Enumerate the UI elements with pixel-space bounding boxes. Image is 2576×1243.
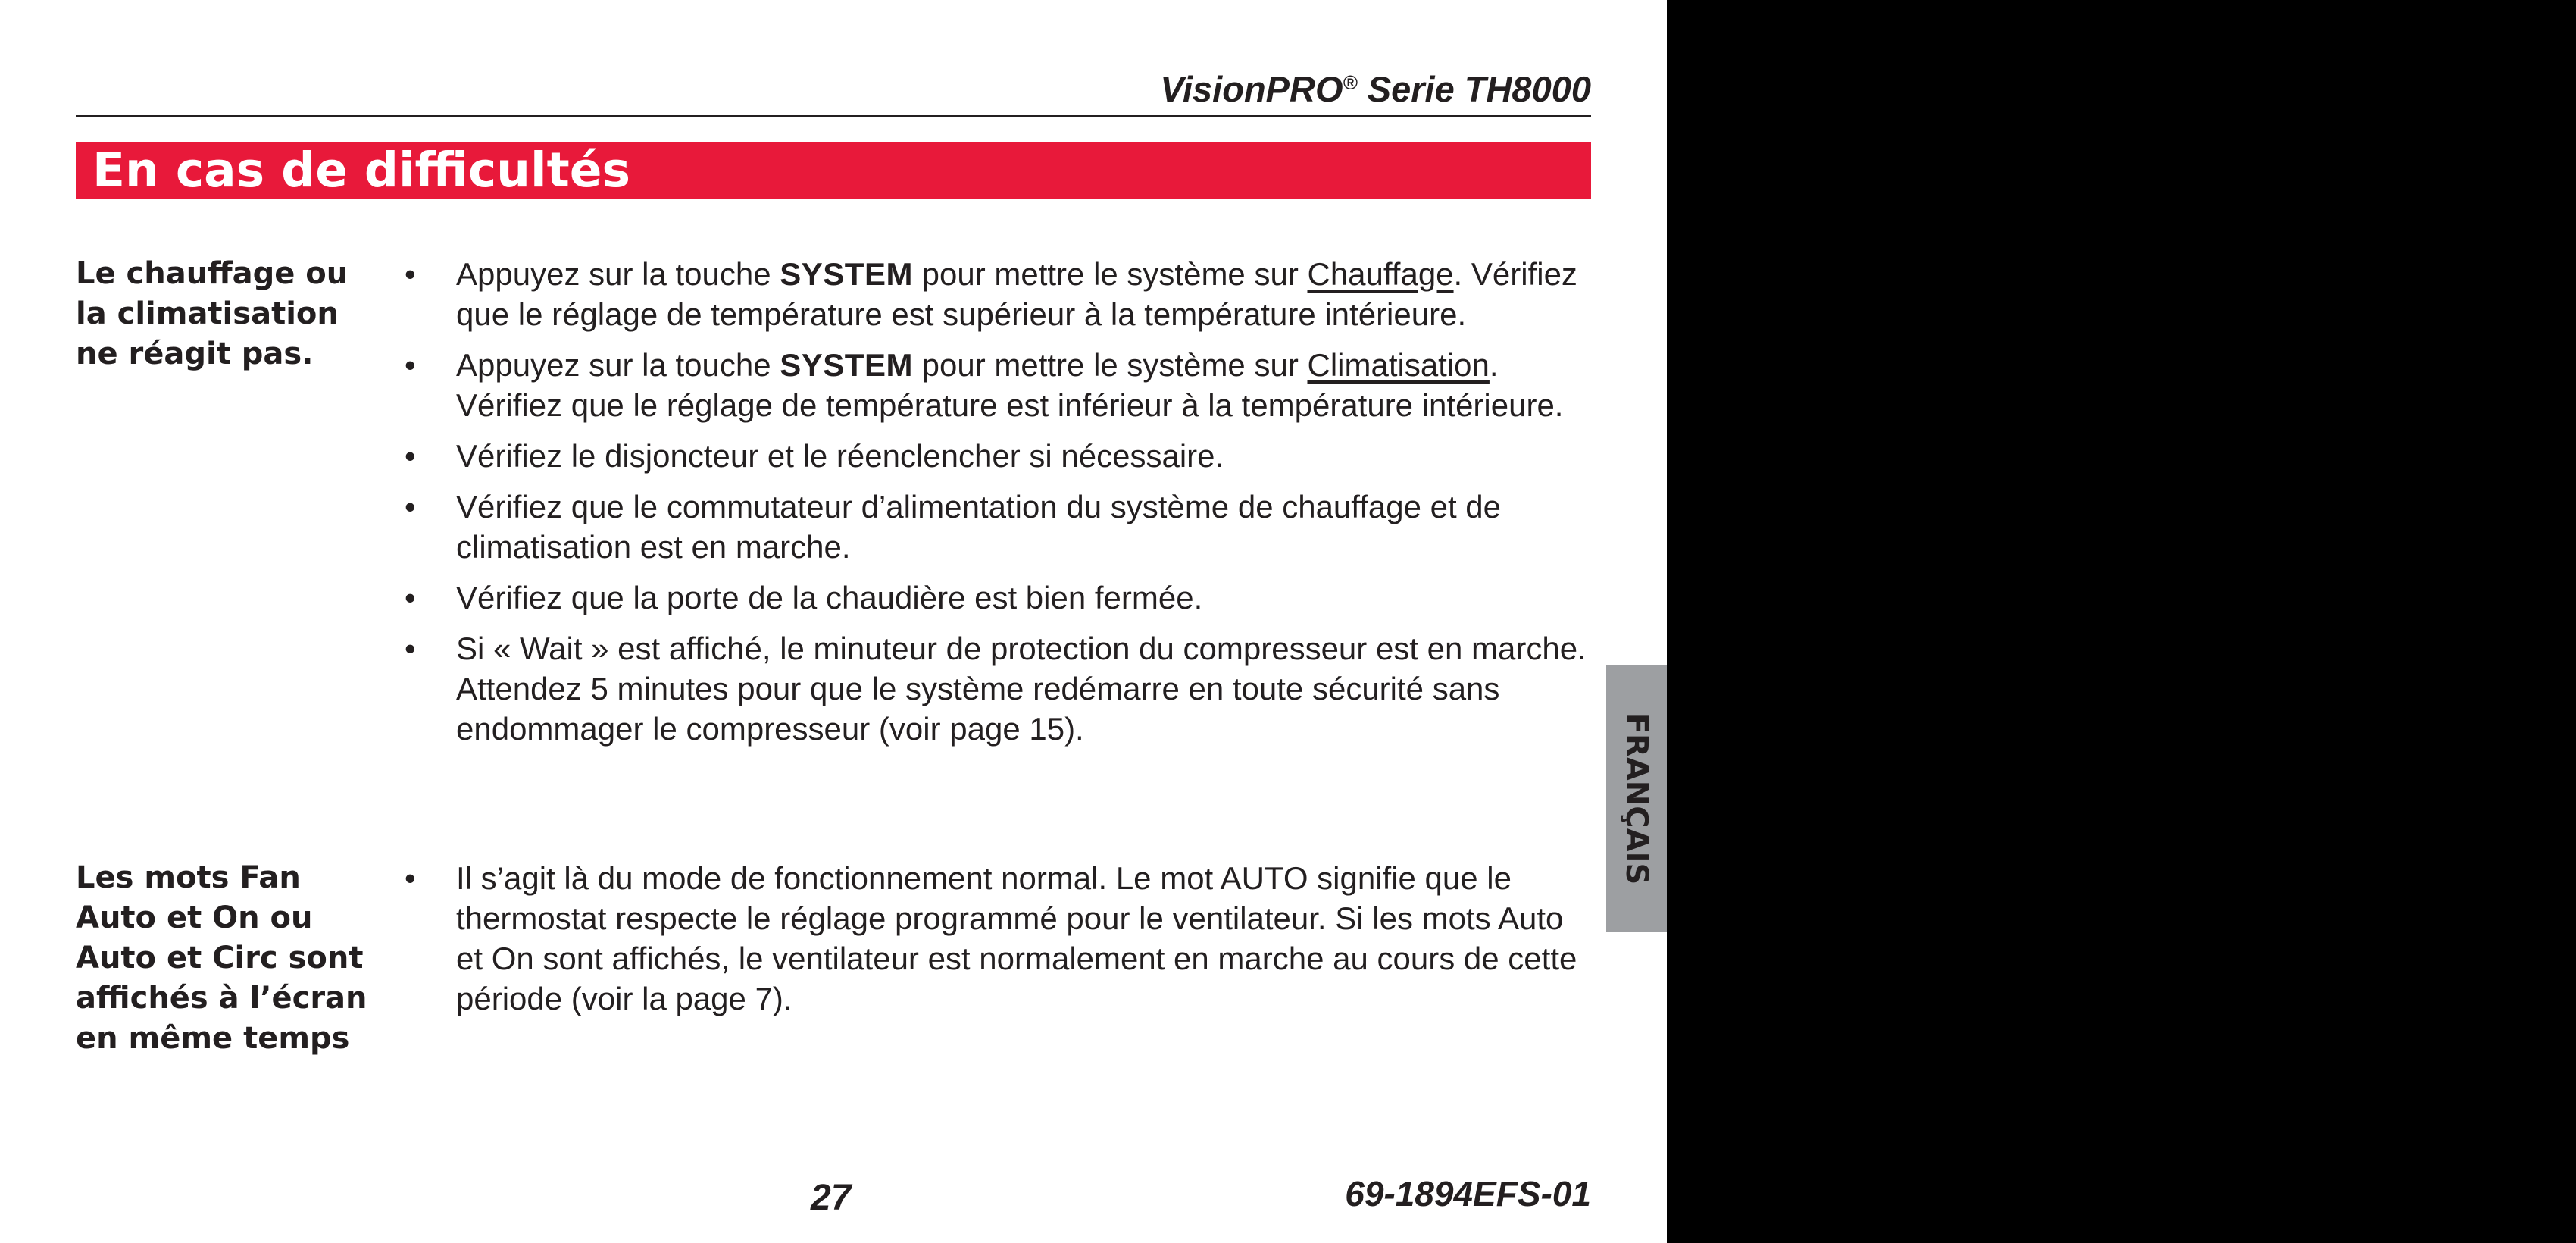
mode-cool-term: Climatisation bbox=[1307, 347, 1490, 383]
problem-label-line: Les mots Fan bbox=[76, 860, 301, 895]
header-divider bbox=[76, 115, 1591, 117]
solution-text: . Vérifiez que le réglage de température est supérieur à la température intérieure. bbox=[456, 256, 1577, 332]
problem-label-line: ne réagit pas. bbox=[76, 337, 314, 371]
problem-label bbox=[76, 858, 402, 1059]
problem-label-line: Auto et Circ sont bbox=[76, 941, 364, 975]
product-series: Serie TH8000 bbox=[1357, 69, 1591, 109]
problem-label bbox=[76, 254, 402, 374]
solution-text: pour mettre le système sur bbox=[912, 256, 1308, 292]
solution-item: • Vérifiez le disjoncteur et le réenclencher si nécessaire. bbox=[402, 436, 1599, 476]
problem-label-line: la climatisation bbox=[76, 296, 339, 331]
header-product-title bbox=[1160, 68, 1591, 110]
language-tab-label: FRANÇAIS bbox=[1619, 712, 1654, 885]
solution-text: pour mettre le système sur bbox=[912, 347, 1308, 383]
section-title: En cas de difficultés bbox=[92, 142, 630, 198]
solution-list bbox=[402, 254, 1599, 759]
solution-item bbox=[402, 345, 1599, 425]
mode-heat-term: Chauffage bbox=[1307, 256, 1454, 292]
solution-list bbox=[402, 858, 1599, 1029]
solution-text: Appuyez sur la touche bbox=[456, 256, 780, 292]
section-header-bar bbox=[76, 142, 1591, 199]
document-code: 69-1894EFS-01 bbox=[1345, 1174, 1591, 1213]
solution-item: • Si « Wait » est affiché, le minuteur de protection du compresseur est en marche. Attendez 5 minutes pour que le système redémarre en toute sécurité sans endommager le compresseur (voir page 15). bbox=[402, 628, 1599, 749]
language-tab bbox=[1606, 665, 1667, 932]
problem-label-line: affichés à l’écran bbox=[76, 981, 367, 1016]
system-key-name: SYSTEM bbox=[780, 256, 913, 292]
product-name: VisionPRO bbox=[1160, 69, 1343, 109]
solution-item: • Vérifiez que la porte de la chaudière est bien fermée. bbox=[402, 578, 1599, 618]
solution-text: . Vérifiez que le réglage de température est inférieur à la température intérieure. bbox=[456, 347, 1564, 423]
problem-label-line: en même temps bbox=[76, 1021, 350, 1056]
registered-mark: ® bbox=[1343, 71, 1358, 94]
solution-item bbox=[402, 254, 1599, 334]
solution-text: Appuyez sur la touche bbox=[456, 347, 780, 383]
system-key-name: SYSTEM bbox=[780, 347, 913, 383]
problem-label-line: Auto et On ou bbox=[76, 900, 313, 935]
solution-item: • Vérifiez que le commutateur d’alimentation du système de chauffage et de climatisation est en marche. bbox=[402, 487, 1599, 567]
problem-label-line: Le chauffage ou bbox=[76, 256, 349, 291]
page-number: 27 bbox=[811, 1178, 852, 1218]
solution-item: • Il s’agit là du mode de fonctionnement normal. Le mot AUTO signifie que le thermostat respecte le réglage programmé pour le ventilateur. Si les mots Auto et On sont affichés, le ventilateur est normalement en marche au cours de cette période (voir la page 7). bbox=[402, 858, 1599, 1019]
